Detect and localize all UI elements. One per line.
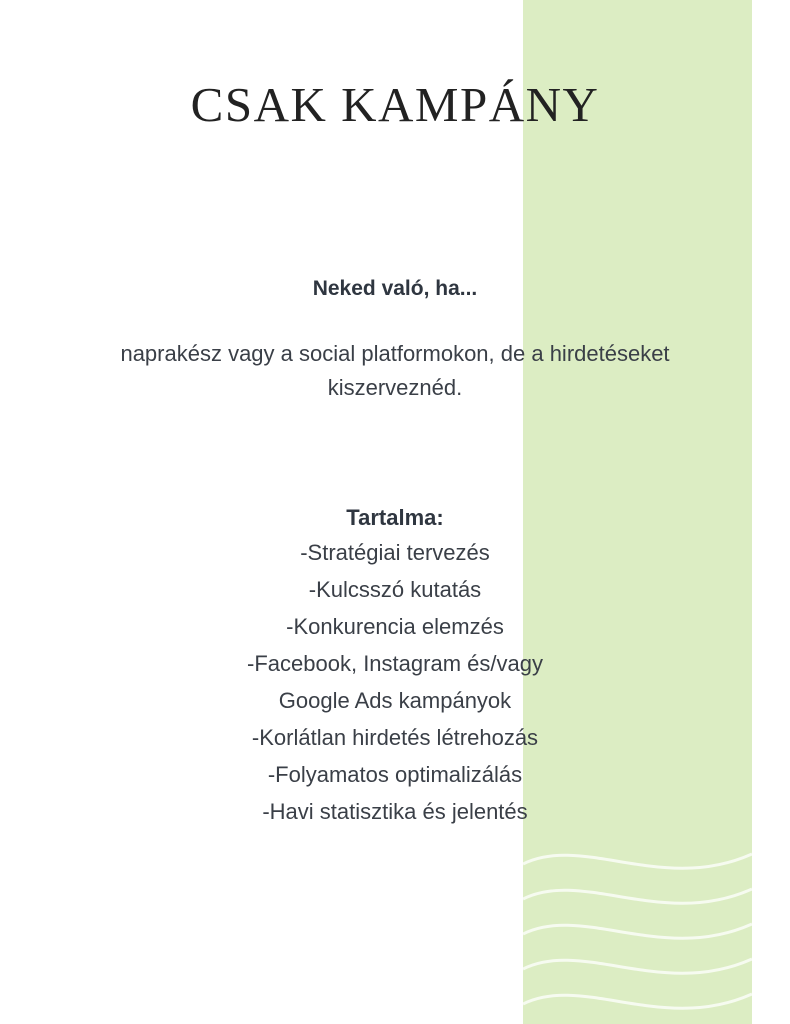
list-item: -Konkurencia elemzés xyxy=(286,613,504,639)
intro-paragraph: naprakész vagy a social platformokon, de a hirdetéseket kiszerveznéd. xyxy=(120,340,670,400)
list-item: -Stratégiai tervezés xyxy=(300,539,490,565)
list-item: -Folyamatos optimalizálás xyxy=(267,761,523,787)
list-item: Google Ads kampányok xyxy=(278,687,512,713)
subtitle-text: Neked való, ha... xyxy=(312,276,478,300)
section-heading: Tartalma: xyxy=(346,504,444,530)
list-item: -Facebook, Instagram és/vagy xyxy=(247,650,543,676)
list-item: -Korlátlan hirdetés létrehozás xyxy=(251,724,539,750)
contents-list xyxy=(247,535,543,831)
list-item: -Havi statisztika és jelentés xyxy=(262,798,528,824)
list-item: -Kulcsszó kutatás xyxy=(308,576,482,602)
page-title: CSAK KAMPÁNY xyxy=(190,77,600,132)
